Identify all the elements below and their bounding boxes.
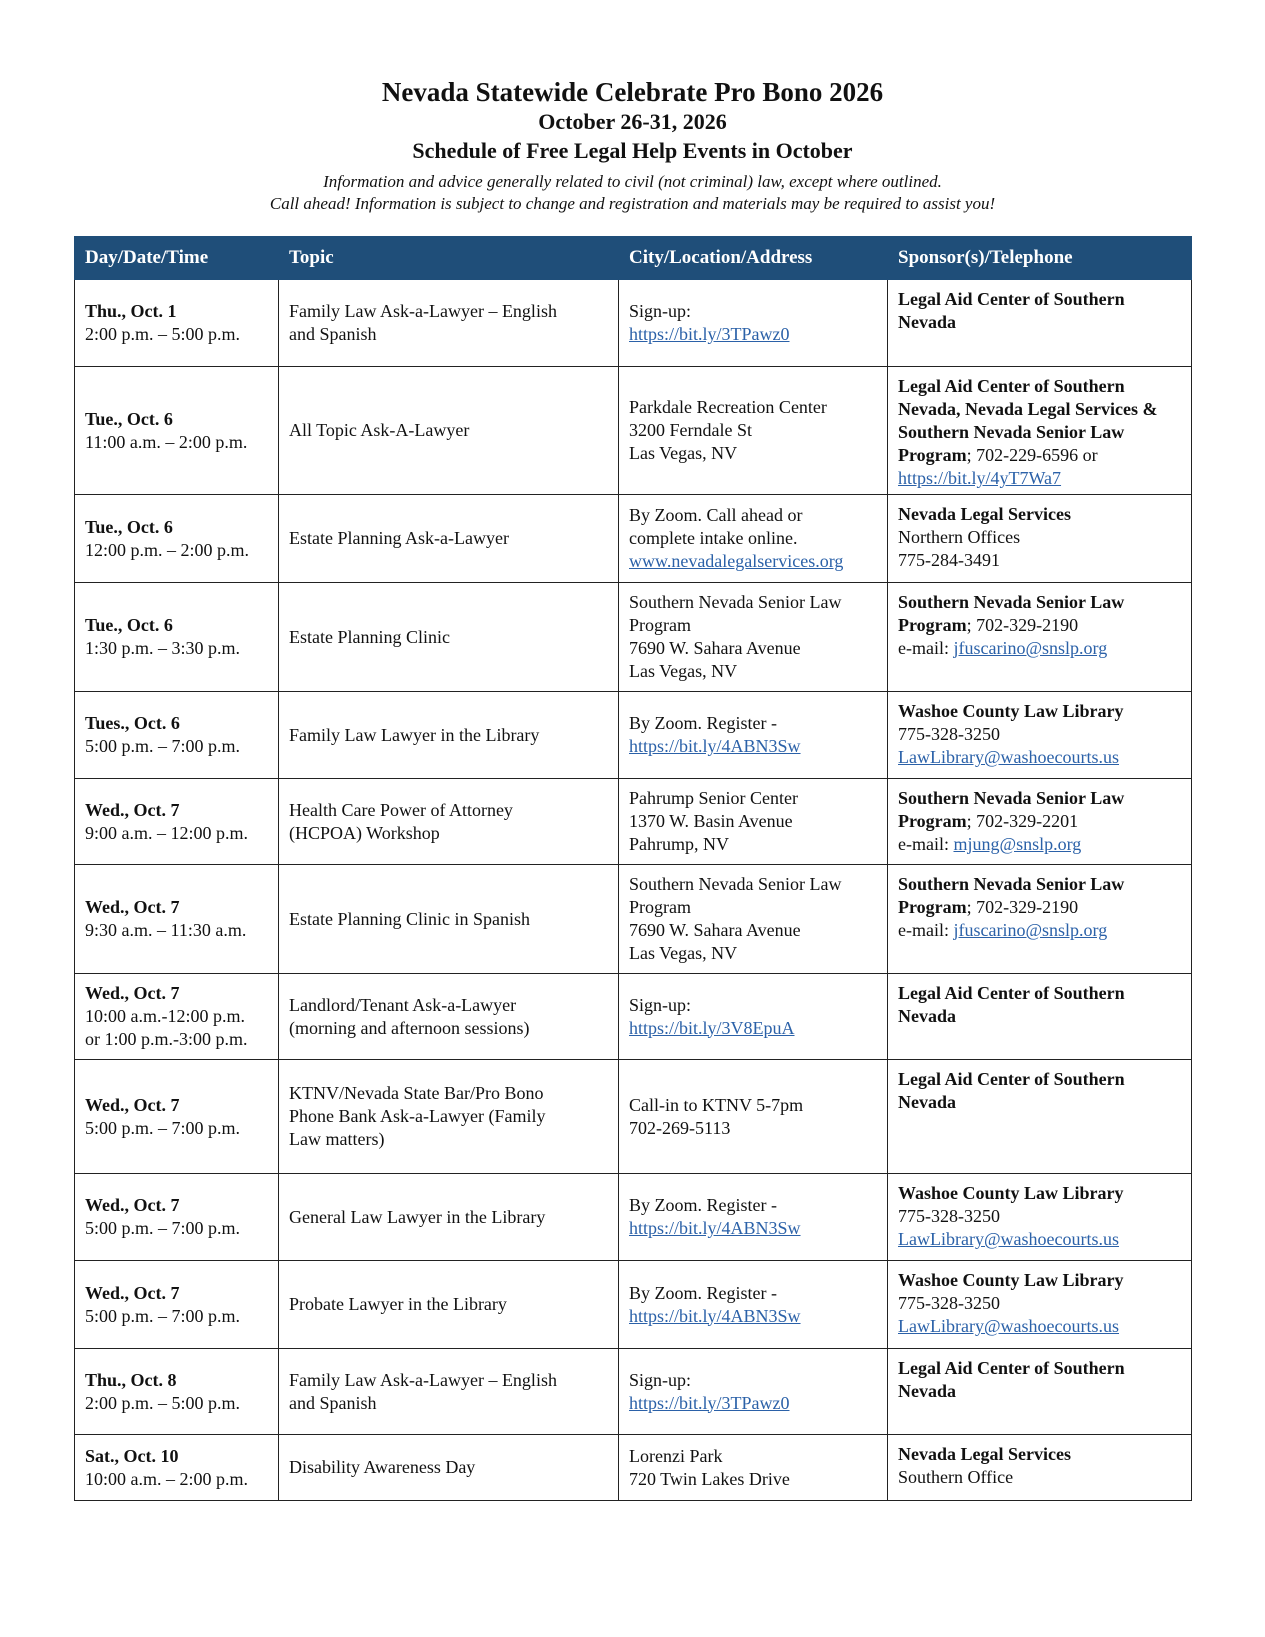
cell-sponsor xyxy=(888,367,1192,495)
location-line: By Zoom. Register - xyxy=(629,1195,777,1215)
table-row xyxy=(75,583,1192,692)
location-link[interactable]: https://bit.ly/3V8EpuA xyxy=(629,1017,795,1038)
event-day: Wed., Oct. 7 xyxy=(85,1094,180,1115)
event-topic-line: All Topic Ask-A-Lawyer xyxy=(289,420,470,440)
sponsor-contact xyxy=(898,746,1181,769)
sponsor-block xyxy=(898,503,1181,526)
event-time: 9:00 a.m. – 12:00 p.m. xyxy=(85,822,248,843)
cell-topic xyxy=(279,1174,619,1261)
event-topic-line: Phone Bank Ask-a-Lawyer (Family xyxy=(289,1106,546,1126)
cell-topic xyxy=(279,583,619,692)
sponsor-name: Legal Aid Center of Southern Nevada xyxy=(898,289,1125,332)
event-day: Tue., Oct. 6 xyxy=(85,615,173,635)
event-time: 2:00 p.m. – 5:00 p.m. xyxy=(85,324,241,344)
sponsor-detail: Southern Office xyxy=(898,1467,1014,1487)
table-row xyxy=(75,779,1192,865)
sponsor-name: Washoe County Law Library xyxy=(898,1183,1124,1203)
sponsor-link[interactable]: jfuscarino@snslp.org xyxy=(953,638,1108,658)
cell-location xyxy=(619,1435,888,1501)
event-time: 5:00 p.m. – 7:00 p.m. xyxy=(85,1218,241,1238)
event-time: or 1:00 p.m.-3:00 p.m. xyxy=(85,1029,248,1049)
table-row xyxy=(75,1174,1192,1261)
location-link[interactable]: www.nevadalegalservices.org xyxy=(629,551,844,571)
table-row xyxy=(75,1435,1192,1501)
event-day: Tue., Oct. 6 xyxy=(85,408,173,429)
event-time: 10:00 a.m. – 2:00 p.m. xyxy=(85,1468,248,1489)
cell-sponsor xyxy=(888,865,1192,974)
sponsor-block xyxy=(898,375,1181,467)
cell-topic xyxy=(279,1060,619,1174)
event-time: 11:00 a.m. – 2:00 p.m. xyxy=(85,431,248,452)
event-day: Wed., Oct. 7 xyxy=(85,897,180,917)
location-line: Sign-up: xyxy=(629,994,692,1015)
sponsor-name: Nevada Legal Services xyxy=(898,504,1071,524)
cell-day-time xyxy=(75,692,279,779)
sponsor-name: Washoe County Law Library xyxy=(898,1270,1124,1290)
event-topic-line: (HCPOA) Workshop xyxy=(289,822,440,843)
table-row xyxy=(75,495,1192,583)
sponsor-name: Southern Nevada Senior Law Program xyxy=(898,874,1125,917)
location-link[interactable]: https://bit.ly/4ABN3Sw xyxy=(629,1218,801,1238)
sponsor-detail: 775-328-3250 xyxy=(898,724,1000,744)
column-header-location: City/Location/Address xyxy=(619,237,888,280)
cell-topic xyxy=(279,1349,619,1435)
location-link[interactable]: https://bit.ly/3TPawz0 xyxy=(629,324,790,344)
sponsor-name: Southern Nevada Senior Law Program xyxy=(898,592,1125,635)
sponsor-phone: ; 702-329-2190 xyxy=(966,897,1079,917)
sponsor-name: Legal Aid Center of Southern Nevada xyxy=(898,1069,1125,1112)
table-header-row xyxy=(75,237,1192,280)
event-time: 2:00 p.m. – 5:00 p.m. xyxy=(85,1392,241,1413)
cell-day-time xyxy=(75,1349,279,1435)
table-row xyxy=(75,865,1192,974)
cell-location xyxy=(619,367,888,495)
sponsor-block xyxy=(898,1068,1181,1114)
cell-location xyxy=(619,974,888,1060)
location-line: Las Vegas, NV xyxy=(629,943,738,963)
table-row xyxy=(75,692,1192,779)
event-topic-line: and Spanish xyxy=(289,1392,377,1413)
cell-location xyxy=(619,583,888,692)
location-line: By Zoom. Register - xyxy=(629,713,777,733)
location-line: 702-269-5113 xyxy=(629,1117,731,1138)
cell-day-time xyxy=(75,865,279,974)
event-day: Sat., Oct. 10 xyxy=(85,1445,179,1466)
cell-sponsor xyxy=(888,1174,1192,1261)
event-topic-line: Estate Planning Clinic xyxy=(289,626,450,647)
event-dates: October 26-31, 2026 xyxy=(538,109,727,134)
event-day: Thu., Oct. 8 xyxy=(85,1369,177,1390)
event-time: 5:00 p.m. – 7:00 p.m. xyxy=(85,1305,241,1326)
cell-topic xyxy=(279,495,619,583)
sponsor-detail: 775-284-3491 xyxy=(898,550,1000,570)
cell-day-time xyxy=(75,1435,279,1501)
location-line: 3200 Ferndale St xyxy=(629,420,752,440)
sponsor-phone: ; 702-229-6596 or xyxy=(966,445,1098,465)
sponsor-block xyxy=(898,1357,1181,1403)
cell-location xyxy=(619,1349,888,1435)
location-line: Sign-up: xyxy=(629,301,692,321)
event-topic-line: Landlord/Tenant Ask-a-Lawyer xyxy=(289,994,517,1015)
event-topic-line: Estate Planning Ask-a-Lawyer xyxy=(289,528,509,548)
page-title: Nevada Statewide Celebrate Pro Bono 2026 xyxy=(381,77,884,107)
cell-day-time xyxy=(75,367,279,495)
document-header xyxy=(0,76,1265,215)
sponsor-detail: 775-328-3250 xyxy=(898,1206,1000,1226)
sponsor-contact xyxy=(898,1315,1181,1338)
cell-location xyxy=(619,1174,888,1261)
email-label: e-mail: xyxy=(898,834,954,854)
sponsor-name: Washoe County Law Library xyxy=(898,701,1124,721)
cell-location xyxy=(619,495,888,583)
location-line: 7690 W. Sahara Avenue xyxy=(629,920,801,940)
cell-topic xyxy=(279,865,619,974)
cell-sponsor xyxy=(888,583,1192,692)
email-label: e-mail: xyxy=(898,920,954,940)
intro-note-1: Information and advice generally related to civil (not criminal) law, except where outlined. xyxy=(323,172,942,191)
location-line: 7690 W. Sahara Avenue xyxy=(629,638,801,658)
table-row xyxy=(75,367,1192,495)
event-time: 5:00 p.m. – 7:00 p.m. xyxy=(85,1117,241,1138)
event-day: Wed., Oct. 7 xyxy=(85,983,180,1003)
location-line: complete intake online. xyxy=(629,528,798,548)
column-header-day: Day/Date/Time xyxy=(75,237,279,280)
location-link[interactable]: https://bit.ly/3TPawz0 xyxy=(629,1392,790,1413)
sponsor-block xyxy=(898,1269,1181,1292)
location-line: By Zoom. Register - xyxy=(629,1282,777,1303)
cell-sponsor xyxy=(888,692,1192,779)
table-row xyxy=(75,1349,1192,1435)
sponsor-link[interactable]: jfuscarino@snslp.org xyxy=(953,920,1108,940)
column-header-sponsor: Sponsor(s)/Telephone xyxy=(888,237,1192,280)
sponsor-link[interactable]: LawLibrary@washoecourts.us xyxy=(898,1229,1120,1249)
event-time: 9:30 a.m. – 11:30 a.m. xyxy=(85,920,247,940)
cell-day-time xyxy=(75,495,279,583)
cell-topic xyxy=(279,1435,619,1501)
sponsor-contact xyxy=(898,637,1181,660)
sponsor-link[interactable]: mjung@snslp.org xyxy=(953,834,1082,854)
sponsor-block xyxy=(898,982,1181,1028)
cell-sponsor xyxy=(888,974,1192,1060)
sponsor-name: Legal Aid Center of Southern Nevada, Nevada Legal Services & Southern Nevada Senior Law Program xyxy=(898,376,1158,465)
sponsor-contact xyxy=(898,919,1181,942)
events-table xyxy=(74,236,1192,1501)
sponsor-contact xyxy=(898,833,1181,856)
cell-location xyxy=(619,280,888,367)
cell-sponsor xyxy=(888,1349,1192,1435)
cell-location xyxy=(619,1060,888,1174)
sponsor-block xyxy=(898,288,1181,334)
location-line: Program xyxy=(629,615,691,635)
sponsor-name: Southern Nevada Senior Law Program xyxy=(898,788,1125,831)
event-time: 1:30 p.m. – 3:30 p.m. xyxy=(85,638,241,658)
location-line: 1370 W. Basin Avenue xyxy=(629,811,793,831)
event-topic-line: Family Law Ask-a-Lawyer – English xyxy=(289,1369,557,1390)
location-line: Sign-up: xyxy=(629,1369,692,1390)
cell-day-time xyxy=(75,779,279,865)
event-topic-line: KTNV/Nevada State Bar/Pro Bono xyxy=(289,1083,544,1103)
event-day: Thu., Oct. 1 xyxy=(85,301,177,321)
sponsor-link[interactable]: LawLibrary@washoecourts.us xyxy=(898,1316,1120,1336)
sponsor-contact xyxy=(898,467,1181,490)
location-link[interactable]: https://bit.ly/4ABN3Sw xyxy=(629,1305,801,1326)
cell-location xyxy=(619,865,888,974)
sponsor-block xyxy=(898,591,1181,637)
sponsor-name: Nevada Legal Services xyxy=(898,1444,1071,1464)
sponsor-name: Legal Aid Center of Southern Nevada xyxy=(898,983,1125,1026)
location-line: Call-in to KTNV 5-7pm xyxy=(629,1094,804,1115)
location-line: Pahrump Senior Center xyxy=(629,788,798,808)
event-time: 10:00 a.m.-12:00 p.m. xyxy=(85,1006,245,1026)
table-row xyxy=(75,1261,1192,1349)
location-line: Southern Nevada Senior Law xyxy=(629,592,842,612)
cell-topic xyxy=(279,367,619,495)
event-topic-line: (morning and afternoon sessions) xyxy=(289,1017,530,1038)
event-time: 12:00 p.m. – 2:00 p.m. xyxy=(85,539,250,560)
sponsor-block xyxy=(898,700,1181,723)
table-row xyxy=(75,1060,1192,1174)
sponsor-block xyxy=(898,873,1181,919)
cell-day-time xyxy=(75,583,279,692)
cell-topic xyxy=(279,280,619,367)
event-day: Wed., Oct. 7 xyxy=(85,799,180,820)
cell-location xyxy=(619,692,888,779)
location-line: Pahrump, NV xyxy=(629,834,729,854)
sponsor-detail: 775-328-3250 xyxy=(898,1293,1000,1313)
cell-sponsor xyxy=(888,779,1192,865)
sponsor-detail: Northern Offices xyxy=(898,527,1021,547)
sponsor-phone: ; 702-329-2201 xyxy=(966,811,1079,831)
event-day: Tues., Oct. 6 xyxy=(85,713,180,733)
event-topic-line: General Law Lawyer in the Library xyxy=(289,1206,546,1227)
sponsor-block xyxy=(898,1182,1181,1205)
event-topic-line: Family Law Lawyer in the Library xyxy=(289,724,540,745)
event-topic-line: Disability Awareness Day xyxy=(289,1457,476,1477)
location-line: Lorenzi Park xyxy=(629,1445,723,1466)
sponsor-name: Legal Aid Center of Southern Nevada xyxy=(898,1358,1125,1401)
cell-sponsor xyxy=(888,495,1192,583)
event-day: Wed., Oct. 7 xyxy=(85,1195,180,1215)
location-line: Program xyxy=(629,897,691,917)
cell-day-time xyxy=(75,974,279,1060)
event-day: Tue., Oct. 6 xyxy=(85,516,173,537)
cell-location xyxy=(619,779,888,865)
event-topic-line: and Spanish xyxy=(289,324,377,344)
cell-day-time xyxy=(75,1261,279,1349)
cell-topic xyxy=(279,779,619,865)
location-line: Parkdale Recreation Center xyxy=(629,397,827,417)
cell-day-time xyxy=(75,1060,279,1174)
event-topic-line: Probate Lawyer in the Library xyxy=(289,1294,507,1314)
table-row xyxy=(75,974,1192,1060)
location-line: Southern Nevada Senior Law xyxy=(629,874,842,894)
location-line: Las Vegas, NV xyxy=(629,661,738,681)
event-time: 5:00 p.m. – 7:00 p.m. xyxy=(85,736,241,756)
event-topic-line: Law matters) xyxy=(289,1129,385,1149)
sponsor-link[interactable]: LawLibrary@washoecourts.us xyxy=(898,747,1120,767)
sponsor-link[interactable]: https://bit.ly/4yT7Wa7 xyxy=(898,468,1062,488)
event-topic-line: Health Care Power of Attorney xyxy=(289,799,513,820)
location-line: By Zoom. Call ahead or xyxy=(629,505,803,525)
cell-sponsor xyxy=(888,280,1192,367)
location-line: 720 Twin Lakes Drive xyxy=(629,1468,790,1489)
cell-sponsor xyxy=(888,1060,1192,1174)
cell-sponsor xyxy=(888,1435,1192,1501)
sponsor-block xyxy=(898,1443,1181,1466)
sponsor-block xyxy=(898,787,1181,833)
intro-note-2: Call ahead! Information is subject to change and registration and materials may be required to assist you! xyxy=(269,194,996,213)
cell-sponsor xyxy=(888,1261,1192,1349)
cell-day-time xyxy=(75,1174,279,1261)
cell-topic xyxy=(279,974,619,1060)
event-day: Wed., Oct. 7 xyxy=(85,1282,180,1303)
event-topic-line: Estate Planning Clinic in Spanish xyxy=(289,908,530,929)
cell-topic xyxy=(279,692,619,779)
cell-location xyxy=(619,1261,888,1349)
cell-day-time xyxy=(75,280,279,367)
events-table-body xyxy=(75,280,1192,1501)
column-header-topic: Topic xyxy=(279,237,619,280)
location-line: Las Vegas, NV xyxy=(629,443,738,463)
event-topic-line: Family Law Ask-a-Lawyer – English xyxy=(289,301,557,321)
page-subtitle: Schedule of Free Legal Help Events in October xyxy=(412,138,853,163)
cell-topic xyxy=(279,1261,619,1349)
email-label: e-mail: xyxy=(898,638,954,658)
sponsor-contact xyxy=(898,1228,1181,1251)
sponsor-phone: ; 702-329-2190 xyxy=(966,615,1079,635)
table-row xyxy=(75,280,1192,367)
location-link[interactable]: https://bit.ly/4ABN3Sw xyxy=(629,736,801,756)
